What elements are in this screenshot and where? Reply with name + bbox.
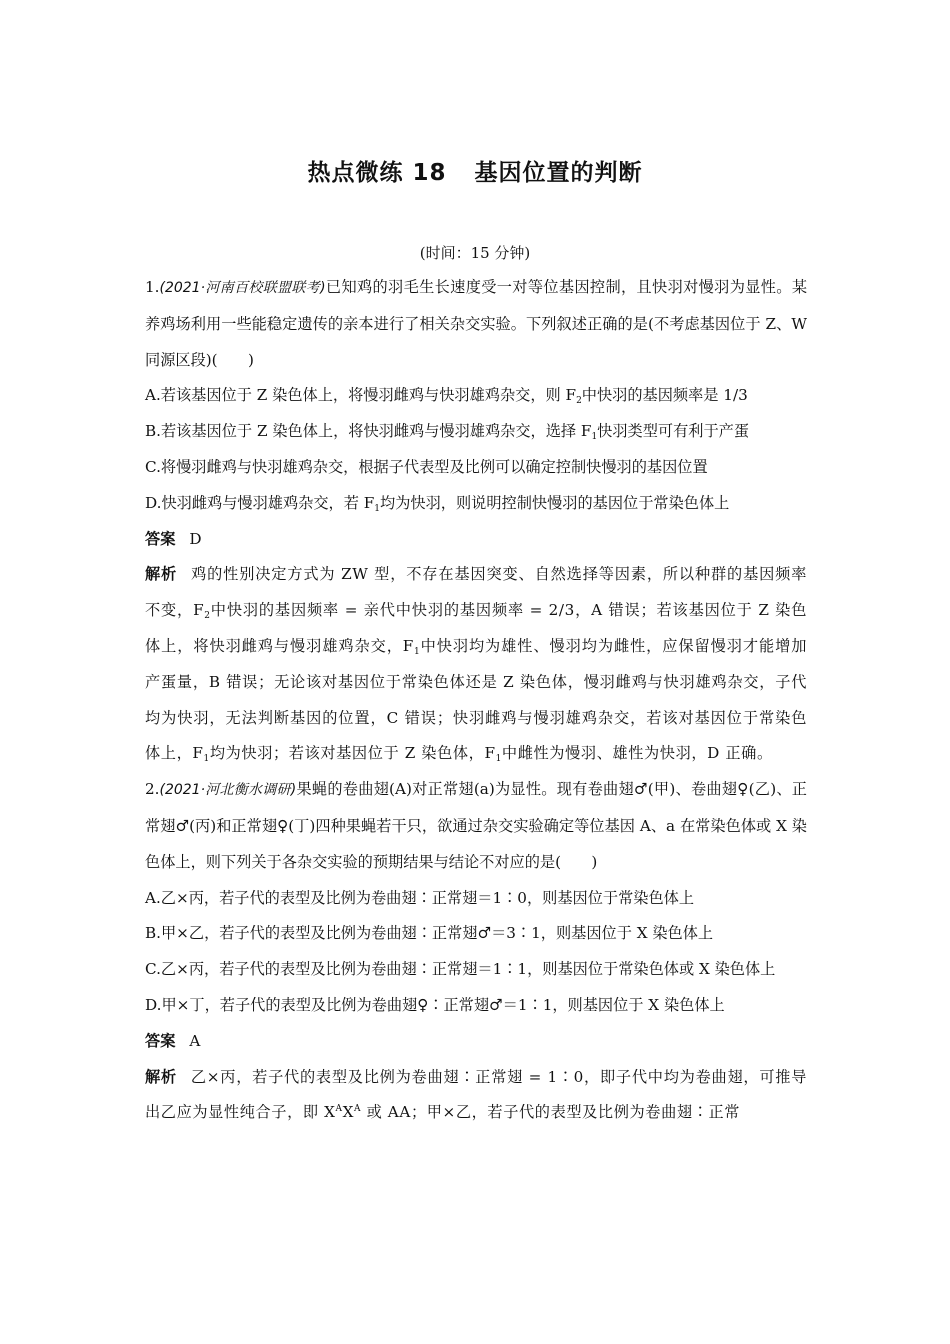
subscript: 1 — [413, 646, 421, 657]
question-source: (2021·河北衡水调研) — [159, 782, 297, 799]
question-2-option-a: A.乙×丙，若子代的表型及比例为卷曲翅∶正常翅＝1∶0，则基因位于常染色体上 — [145, 888, 695, 907]
option-text: 中快羽的基因频率是 1/3 — [581, 386, 748, 405]
subscript: 1 — [203, 754, 210, 765]
answer-label: 答案 — [145, 1031, 176, 1050]
question-1-option-b — [145, 414, 807, 450]
question-2-stem — [145, 772, 807, 880]
analysis-text: 均为快羽；若该对基因位于 Z 染色体，F — [209, 744, 496, 763]
question-2-analysis — [145, 1060, 807, 1132]
question-source: (2021·河南百校联盟联考) — [159, 280, 326, 296]
superscript: A — [335, 1104, 343, 1115]
question-number: 2. — [145, 780, 160, 799]
superscript: A — [354, 1104, 362, 1115]
title-sub: 基因位置的判断 — [474, 160, 643, 186]
question-2-option-d: D.甲×丁，若子代的表型及比例为卷曲翅♀∶正常翅♂＝1∶1，则基因位于 X 染色体上 — [145, 995, 725, 1014]
answer-value: A — [189, 1031, 201, 1050]
option-text: D.快羽雌鸡与慢羽雄鸡杂交，若 F — [145, 493, 375, 512]
question-2-answer — [145, 1024, 807, 1060]
question-text: 果蝇的卷曲翅(A)对正常翅(a)为显性。现有卷曲翅♂(甲)、卷曲翅♀(乙)、正常翅♂(丙)和正常翅♀(丁)四种果蝇若干只，欲通过杂交实验确定等位基因 A、a 在常染色体或 X 染色体上，则下列关于各杂交实验的预期结果与结论不对应的是( ) — [145, 780, 807, 871]
question-1-option-d — [145, 486, 807, 522]
subscript: 2 — [204, 611, 211, 622]
answer-value: D — [189, 529, 202, 548]
answer-label: 答案 — [145, 529, 176, 548]
analysis-label: 解析 — [145, 565, 178, 584]
question-2-option-c: C.乙×丙，若子代的表型及比例为卷曲翅∶正常翅＝1∶1，则基因位于常染色体或 X 染色体上 — [145, 960, 776, 979]
question-1-analysis — [145, 557, 807, 772]
analysis-label: 解析 — [145, 1067, 177, 1086]
subscript: 1 — [374, 503, 380, 514]
question-text: 已知鸡的羽毛生长速度受一对等位基因控制，且快羽对慢羽为显性。某养鸡场利用一些能稳定遗传的亲本进行了相关杂交实验。下列叙述正确的是(不考虑基因位于 Z、W 同源区段)( ) — [145, 278, 808, 369]
analysis-text: 中快羽的基因频率 = 亲代中快羽的基因频率 = 2/3，A 错误；若该基因位于 Z 染色体上，将快羽雌鸡与慢羽雄鸡杂交，F — [145, 601, 807, 655]
analysis-text: 中雌性为慢羽、雄性为快羽，D 正确。 — [501, 744, 773, 763]
question-1-option-a — [145, 378, 807, 414]
subscript: 1 — [591, 432, 598, 443]
analysis-text: 中快羽均为雄性、慢羽均为雌性，应保留慢羽才能增加产蛋量，B 错误；无论该对基因位于常染色体还是 Z 染色体，慢羽雌鸡与快羽雄鸡杂交，子代均为快羽，无法判断基因的位置，C 错误；快羽雌鸡与慢羽雄鸡杂交，若该对基因位于常染色体上，F — [145, 636, 807, 763]
question-1-stem — [145, 270, 807, 378]
analysis-text: 或 AA；甲×乙，若子代的表型及比例为卷曲翅∶正常 — [366, 1103, 741, 1122]
subscript: 2 — [576, 396, 582, 407]
page-title — [0, 154, 950, 187]
document-body — [145, 270, 807, 1131]
question-number: 1. — [145, 278, 160, 296]
time-note: (时间：15 分钟) — [419, 244, 531, 262]
option-text: B.若该基因位于 Z 染色体上，将快羽雌鸡与慢羽雄鸡杂交，选择 F — [145, 422, 592, 441]
subscript: 1 — [495, 754, 502, 765]
option-text: 均为快羽，则说明控制快慢羽的基因位于常染色体上 — [380, 493, 730, 512]
question-2-option-b: B.甲×乙，若子代的表型及比例为卷曲翅∶正常翅♂＝3∶1，则基因位于 X 染色体上 — [145, 924, 714, 943]
analysis-text: X — [342, 1103, 355, 1122]
analysis-text: 鸡的性别决定方式为 ZW 型，不存在基因突变、自然选择等因素，所以种群的基因频率不变，F — [145, 565, 808, 620]
analysis-text: 乙×丙，若子代的表型及比例为卷曲翅∶正常翅 = 1∶0，即子代中均为卷曲翅，可推导出乙应为显性纯合子，即 X — [145, 1067, 807, 1122]
question-1-option-c: C.将慢羽雌鸡与快羽雄鸡杂交，根据子代表型及比例可以确定控制快慢羽的基因位置 — [145, 457, 708, 476]
title-main: 热点微练 18 — [307, 160, 447, 186]
question-1-answer — [145, 522, 807, 558]
option-text: A.若该基因位于 Z 染色体上，将慢羽雌鸡与快羽雄鸡杂交，则 F — [145, 386, 577, 405]
option-text: 快羽类型可有利于产蛋 — [597, 422, 750, 441]
